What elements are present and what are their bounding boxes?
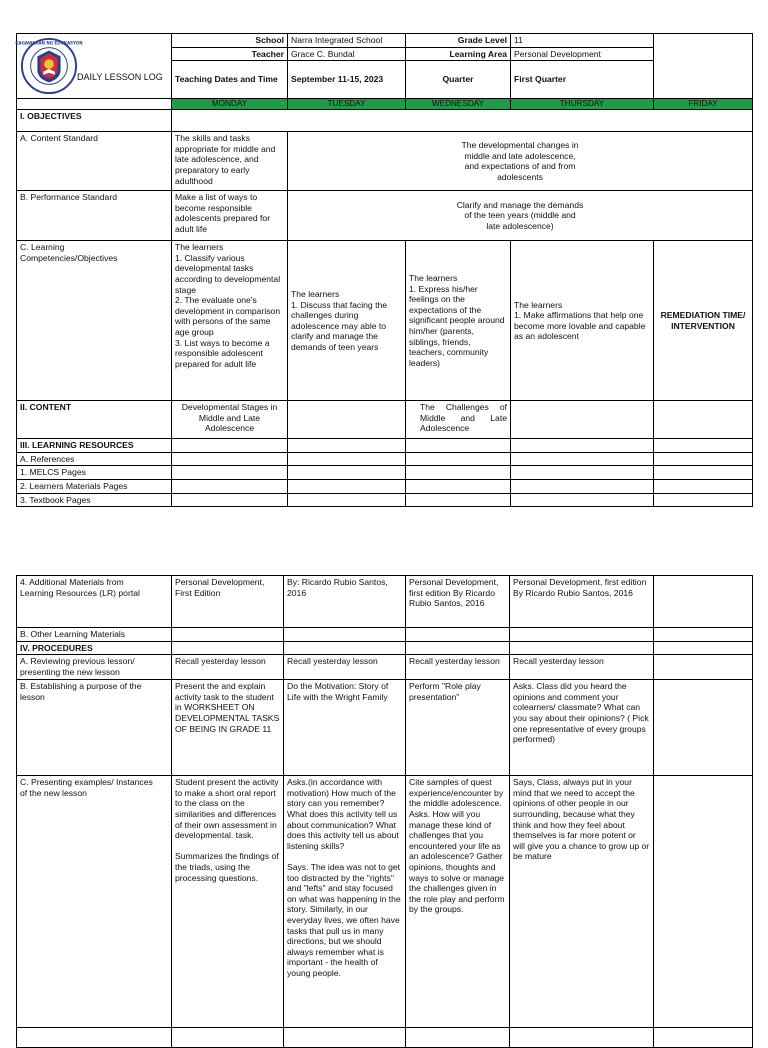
- day-friday: FRIDAY: [654, 99, 753, 110]
- competencies-thursday: The learners 1. Make affirmations that help one become more lovable and capable as an adolescent: [511, 241, 654, 401]
- cell-blank: [172, 466, 288, 480]
- objectives-heading: I. OBJECTIVES: [17, 110, 172, 132]
- textbook-pages-label: 3. Textbook Pages: [17, 493, 172, 507]
- cell-blank: [284, 628, 406, 642]
- performance-standard-monday: Make a list of ways to become responsible adolescents prepared for adult life: [172, 191, 288, 241]
- svg-text:KAGAWARAN NG EDUKASYON: KAGAWARAN NG EDUKASYON: [15, 40, 83, 46]
- procedures-heading: IV. PROCEDURES: [17, 641, 172, 655]
- cell-blank: [288, 452, 406, 466]
- purpose-label: B. Establishing a purpose of the lesson: [17, 680, 172, 776]
- reviewing-tuesday: Recall yesterday lesson: [284, 655, 406, 680]
- content-thursday: [511, 401, 654, 439]
- cell-blank: [17, 1028, 172, 1048]
- learning-area-label: Learning Area: [406, 47, 511, 61]
- purpose-tuesday: Do the Motivation: Story of Life with the Wright Family: [284, 680, 406, 776]
- cell-blank: [172, 628, 284, 642]
- references-label: A. References: [17, 452, 172, 466]
- school-label: School: [172, 34, 288, 48]
- daily-lesson-log-title: DAILY LESSON LOG: [77, 72, 163, 82]
- cell-blank: [288, 493, 406, 507]
- cell-blank: [288, 439, 406, 453]
- deped-seal-icon: [15, 37, 83, 95]
- content-tuesday: [288, 401, 406, 439]
- cell-blank: [172, 452, 288, 466]
- performance-standard-rest: Clarify and manage the demands of the teen years (middle and late adolescence): [288, 191, 753, 241]
- learning-resources-heading: III. LEARNING RESOURCES: [17, 439, 172, 453]
- cell-blank: [654, 1028, 753, 1048]
- cell-blank: [288, 479, 406, 493]
- cell-blank: [284, 1028, 406, 1048]
- cell-blank: [406, 493, 511, 507]
- cell-blank: [406, 466, 511, 480]
- cell-blank: [172, 439, 288, 453]
- purpose-friday: [654, 680, 753, 776]
- cell-blank: [172, 479, 288, 493]
- header-logo-cell: [17, 34, 172, 99]
- cell-blank: [654, 439, 753, 453]
- cell-blank: [654, 452, 753, 466]
- reviewing-monday: Recall yesterday lesson: [172, 655, 284, 680]
- grade-level-value: 11: [511, 34, 654, 48]
- competencies-label: C. Learning Competencies/Objectives: [17, 241, 172, 401]
- competencies-friday: REMEDIATION TIME/ INTERVENTION: [654, 241, 753, 401]
- examples-tuesday: Asks.(in accordance with motivation) How much of the story can you remember? What does this activity tell us about communication? What does this activity tell us about listening skills? Says. The idea was not to get too distracted by the "rights" and "lefts" and stay focused on what was happening in the story. Similarly, in our everyday lives, we often have tasks that pull us in many directions, but we should always remember what is important - the health of young people.: [284, 776, 406, 1028]
- cell-blank: [406, 641, 510, 655]
- reviewing-wednesday: Recall yesterday lesson: [406, 655, 510, 680]
- additional-materials-label: 4. Additional Materials from Learning Resources (LR) portal: [17, 576, 172, 628]
- cell-blank: [654, 641, 753, 655]
- purpose-wednesday: Perform "Role play presentation": [406, 680, 510, 776]
- cell-blank: [406, 439, 511, 453]
- performance-standard-label: B. Performance Standard: [17, 191, 172, 241]
- cell-blank: [172, 1028, 284, 1048]
- cell-blank: [511, 493, 654, 507]
- competencies-monday: The learners 1. Classify various developmental tasks according to developmental stage 2. The evaluate one's development in comparison with persons of the same age group 3. List ways to become a responsible adolescent prepared for adult life: [172, 241, 288, 401]
- additional-materials-monday: Personal Development, First Edition: [172, 576, 284, 628]
- cell-blank: [510, 628, 654, 642]
- melcs-pages-label: 1. MELCS Pages: [17, 466, 172, 480]
- cell-blank: [406, 628, 510, 642]
- day-wednesday: WEDNESDAY: [406, 99, 511, 110]
- learning-area-value: Personal Development: [511, 47, 654, 61]
- cell-blank: [406, 452, 511, 466]
- examples-label: C. Presenting examples/ Instances of the new lesson: [17, 776, 172, 1028]
- cell-blank: [654, 466, 753, 480]
- lesson-log-table-1: [16, 33, 753, 507]
- teaching-dates-label: Teaching Dates and Time: [172, 61, 288, 99]
- reviewing-friday: [654, 655, 753, 680]
- cell-blank: [284, 641, 406, 655]
- examples-wednesday: Cite samples of quest experience/encounter by the middle adolescence. Asks. How will you manage these kind of challenges that you encountered your life as an adolescence? Gather opinions, thoughts and ways to solve or manage the challenges given in the role play and perform by the groups.: [406, 776, 510, 1028]
- school-value: Narra Integrated School: [288, 34, 406, 48]
- lesson-log-table-2: [16, 575, 753, 1048]
- cell-blank: [172, 641, 284, 655]
- cell-blank: [406, 479, 511, 493]
- cell-blank: [288, 466, 406, 480]
- examples-thursday: Says, Class, always put in your mind that we need to accept the opinions of other people in our surrounding, because what they think and how they feel about themselves is far more potent or will give you a chance to grow up or be mature: [510, 776, 654, 1028]
- cell-blank: [654, 628, 753, 642]
- additional-materials-friday: [654, 576, 753, 628]
- additional-materials-wednesday: Personal Development, first edition By Ricardo Rubio Santos, 2016: [406, 576, 510, 628]
- cell-blank: [172, 493, 288, 507]
- quarter-label: Quarter: [406, 61, 511, 99]
- teacher-label: Teacher: [172, 47, 288, 61]
- day-tuesday: TUESDAY: [288, 99, 406, 110]
- cell-blank: [654, 479, 753, 493]
- competencies-tuesday: The learners 1. Discuss that facing the challenges during adolescence may able to clarify and manage the demands of teen years: [288, 241, 406, 401]
- other-materials-label: B. Other Learning Materials: [17, 628, 172, 642]
- content-friday: [654, 401, 753, 439]
- cell-blank: [511, 479, 654, 493]
- content-standard-rest: The developmental changes in middle and late adolescence, and expectations of and from adolescents: [288, 132, 753, 191]
- learners-materials-label: 2. Learners Materials Pages: [17, 479, 172, 493]
- header-blank-cell: [654, 34, 753, 99]
- cell-blank: [511, 439, 654, 453]
- day-monday: MONDAY: [172, 99, 288, 110]
- additional-materials-tuesday: By: Ricardo Rubio Santos, 2016: [284, 576, 406, 628]
- examples-monday: Student present the activity to make a short oral report to the class on the similarities and differences of their own assessment in developmental. task. Summarizes the findings of the triads, using the processing questions.: [172, 776, 284, 1028]
- content-standard-label: A. Content Standard: [17, 132, 172, 191]
- cell-blank: [510, 1028, 654, 1048]
- cell-blank: [406, 1028, 510, 1048]
- content-heading: II. CONTENT: [17, 401, 172, 439]
- examples-friday: [654, 776, 753, 1028]
- purpose-monday: Present the and explain activity task to the student in WORKSHEET ON DEVELOPMENTAL TASKS OF BEING IN GRADE 11: [172, 680, 284, 776]
- purpose-thursday: Asks. Class did you heard the opinions and comment your colearners/ classmate? What can you say about their opinions? ( Pick one representative of every groups performed): [510, 680, 654, 776]
- teacher-value: Grace C. Bundal: [288, 47, 406, 61]
- day-header-blank: [17, 99, 172, 110]
- day-thursday: THURSDAY: [511, 99, 654, 110]
- cell-blank: [510, 641, 654, 655]
- teaching-dates-value: September 11-15, 2023: [288, 61, 406, 99]
- content-wednesday: The Challenges of Middle and Late Adolescence: [406, 401, 511, 439]
- reviewing-thursday: Recall yesterday lesson: [510, 655, 654, 680]
- reviewing-label: A. Reviewing previous lesson/ presenting the new lesson: [17, 655, 172, 680]
- cell-blank: [654, 493, 753, 507]
- cell-blank: [511, 466, 654, 480]
- cell-blank: [511, 452, 654, 466]
- competencies-wednesday: The learners 1. Express his/her feelings on the expectations of the significant people around him/her (parents, siblings, friends, teachers, community leaders): [406, 241, 511, 401]
- quarter-value: First Quarter: [511, 61, 654, 99]
- content-monday: Developmental Stages in Middle and Late Adolescence: [172, 401, 288, 439]
- grade-level-label: Grade Level: [406, 34, 511, 48]
- additional-materials-thursday: Personal Development, first edition By Ricardo Rubio Santos, 2016: [510, 576, 654, 628]
- content-standard-monday: The skills and tasks appropriate for middle and late adolescence, and preparatory to early adulthood: [172, 132, 288, 191]
- objectives-blank: [172, 110, 753, 132]
